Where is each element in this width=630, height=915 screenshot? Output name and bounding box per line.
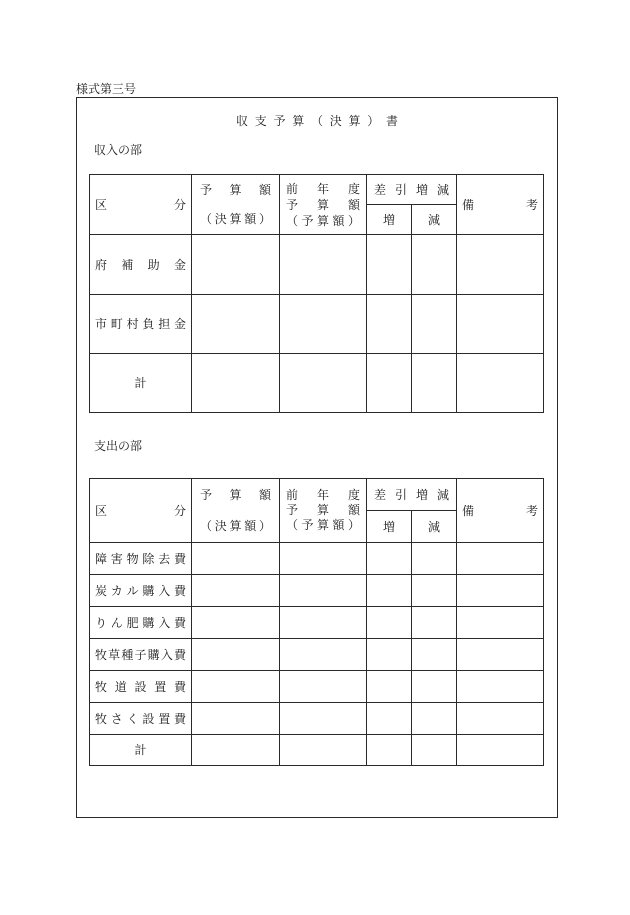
decrease-cell bbox=[412, 671, 457, 703]
category-header bbox=[90, 175, 192, 235]
difference-header bbox=[367, 479, 457, 511]
budget-cell bbox=[192, 295, 280, 354]
remarks-header bbox=[457, 175, 544, 235]
decrease-cell bbox=[412, 735, 457, 766]
prev-budget-label: 予算額 bbox=[286, 197, 360, 212]
remarks-cell bbox=[457, 543, 544, 575]
budget-cell bbox=[192, 354, 280, 413]
header-row bbox=[90, 479, 544, 511]
decrease-cell bbox=[412, 703, 457, 735]
increase-cell bbox=[367, 575, 412, 607]
prev-year-budget-cell bbox=[280, 295, 367, 354]
row-label-text: 牧草種子購入費 bbox=[95, 647, 186, 662]
decrease-cell bbox=[412, 295, 457, 354]
table-row bbox=[90, 295, 544, 354]
increase-cell bbox=[367, 639, 412, 671]
prev-year-label: 前年度 bbox=[286, 488, 360, 502]
table-row bbox=[90, 671, 544, 703]
prev-year-label-stack bbox=[280, 181, 366, 229]
budget-label: 予算額 bbox=[200, 183, 271, 197]
table-row bbox=[90, 575, 544, 607]
prev-year-budget-cell bbox=[280, 607, 367, 639]
row-label-text: りん肥購入費 bbox=[95, 615, 186, 630]
row-label bbox=[90, 671, 192, 703]
row-label-text: 市町村負担金 bbox=[95, 317, 186, 331]
remarks-cell bbox=[457, 639, 544, 671]
budget-header-bottom bbox=[192, 205, 279, 234]
budget-cell bbox=[192, 235, 280, 295]
category-header-text: 区分 bbox=[95, 197, 186, 212]
prev-year-budget-cell bbox=[280, 735, 367, 766]
prev-budget-paren-label: （予算額） bbox=[286, 518, 360, 532]
table-row bbox=[90, 235, 544, 295]
prev-year-budget-cell bbox=[280, 543, 367, 575]
increase-cell bbox=[367, 295, 412, 354]
remarks-cell bbox=[457, 671, 544, 703]
budget-cell bbox=[192, 607, 280, 639]
increase-header: 増 bbox=[367, 511, 412, 543]
row-label-text: 障害物除去費 bbox=[95, 551, 186, 566]
budget-header-bottom bbox=[192, 511, 279, 542]
difference-header bbox=[367, 175, 457, 205]
total-row bbox=[90, 354, 544, 413]
row-label bbox=[90, 575, 192, 607]
remarks-cell bbox=[457, 703, 544, 735]
row-label-text: 牧道設置費 bbox=[95, 679, 186, 694]
total-label: 計 bbox=[90, 735, 192, 766]
row-label bbox=[90, 639, 192, 671]
income-section-heading: 収入の部 bbox=[94, 143, 143, 157]
row-label-text: 牧さく設置費 bbox=[95, 711, 186, 726]
row-label-text: 炭カル購入費 bbox=[95, 583, 186, 598]
table-row bbox=[90, 639, 544, 671]
budget-cell bbox=[192, 671, 280, 703]
total-label: 計 bbox=[90, 354, 192, 413]
difference-header-text: 差引増減 bbox=[374, 182, 450, 197]
row-label-text: 府補助金 bbox=[95, 257, 186, 272]
total-row bbox=[90, 735, 544, 766]
remarks-cell bbox=[457, 295, 544, 354]
budget-header-top bbox=[192, 480, 279, 511]
prev-year-budget-cell bbox=[280, 639, 367, 671]
prev-budget-paren-label: （予算額） bbox=[286, 213, 360, 228]
budget-header-top bbox=[192, 176, 279, 205]
prev-year-budget-cell bbox=[280, 235, 367, 295]
form-number: 様式第三号 bbox=[76, 82, 137, 96]
prev-year-budget-header bbox=[280, 479, 367, 543]
remarks-cell bbox=[457, 607, 544, 639]
decrease-cell bbox=[412, 543, 457, 575]
increase-cell bbox=[367, 703, 412, 735]
row-label bbox=[90, 543, 192, 575]
increase-cell bbox=[367, 235, 412, 295]
prev-year-budget-cell bbox=[280, 671, 367, 703]
income-table bbox=[89, 174, 544, 413]
expenditure-table bbox=[89, 478, 544, 766]
expenditure-section-heading: 支出の部 bbox=[94, 439, 143, 453]
decrease-header: 減 bbox=[412, 511, 457, 543]
budget-label: 予算額 bbox=[200, 488, 271, 502]
table-row bbox=[90, 703, 544, 735]
row-label bbox=[90, 703, 192, 735]
decrease-cell bbox=[412, 639, 457, 671]
settlement-label: （決算額） bbox=[200, 519, 271, 533]
row-label bbox=[90, 235, 192, 295]
remarks-cell bbox=[457, 235, 544, 295]
row-label bbox=[90, 607, 192, 639]
table-row bbox=[90, 543, 544, 575]
increase-cell bbox=[367, 607, 412, 639]
increase-header: 増 bbox=[367, 205, 412, 235]
budget-cell bbox=[192, 735, 280, 766]
budget-cell bbox=[192, 575, 280, 607]
prev-year-label: 前年度 bbox=[286, 181, 360, 196]
difference-header-text: 差引増減 bbox=[374, 487, 450, 502]
remarks-header bbox=[457, 479, 544, 543]
prev-year-budget-cell bbox=[280, 354, 367, 413]
budget-cell bbox=[192, 703, 280, 735]
budget-cell bbox=[192, 543, 280, 575]
category-header-text: 区分 bbox=[95, 503, 186, 518]
increase-cell bbox=[367, 543, 412, 575]
prev-year-budget-cell bbox=[280, 703, 367, 735]
category-header bbox=[90, 479, 192, 543]
row-label bbox=[90, 295, 192, 354]
table-row bbox=[90, 607, 544, 639]
prev-year-budget-header bbox=[280, 175, 367, 235]
settlement-label: （決算額） bbox=[200, 212, 271, 226]
decrease-cell bbox=[412, 607, 457, 639]
budget-cell bbox=[192, 639, 280, 671]
increase-cell bbox=[367, 354, 412, 413]
remarks-cell bbox=[457, 575, 544, 607]
remarks-header-text: 備考 bbox=[462, 503, 539, 518]
increase-cell bbox=[367, 671, 412, 703]
header-row bbox=[90, 175, 544, 205]
decrease-cell bbox=[412, 235, 457, 295]
remarks-header-text: 備考 bbox=[462, 197, 539, 212]
increase-cell bbox=[367, 735, 412, 766]
prev-year-budget-cell bbox=[280, 575, 367, 607]
remarks-cell bbox=[457, 735, 544, 766]
document-title: 収支予算（決算）書 bbox=[236, 114, 398, 128]
decrease-cell bbox=[412, 575, 457, 607]
remarks-cell bbox=[457, 354, 544, 413]
prev-budget-label: 予算額 bbox=[286, 503, 360, 517]
decrease-header: 減 bbox=[412, 205, 457, 235]
budget-header bbox=[192, 479, 280, 543]
prev-year-label-stack bbox=[280, 488, 366, 533]
budget-header bbox=[192, 175, 280, 235]
decrease-cell bbox=[412, 354, 457, 413]
